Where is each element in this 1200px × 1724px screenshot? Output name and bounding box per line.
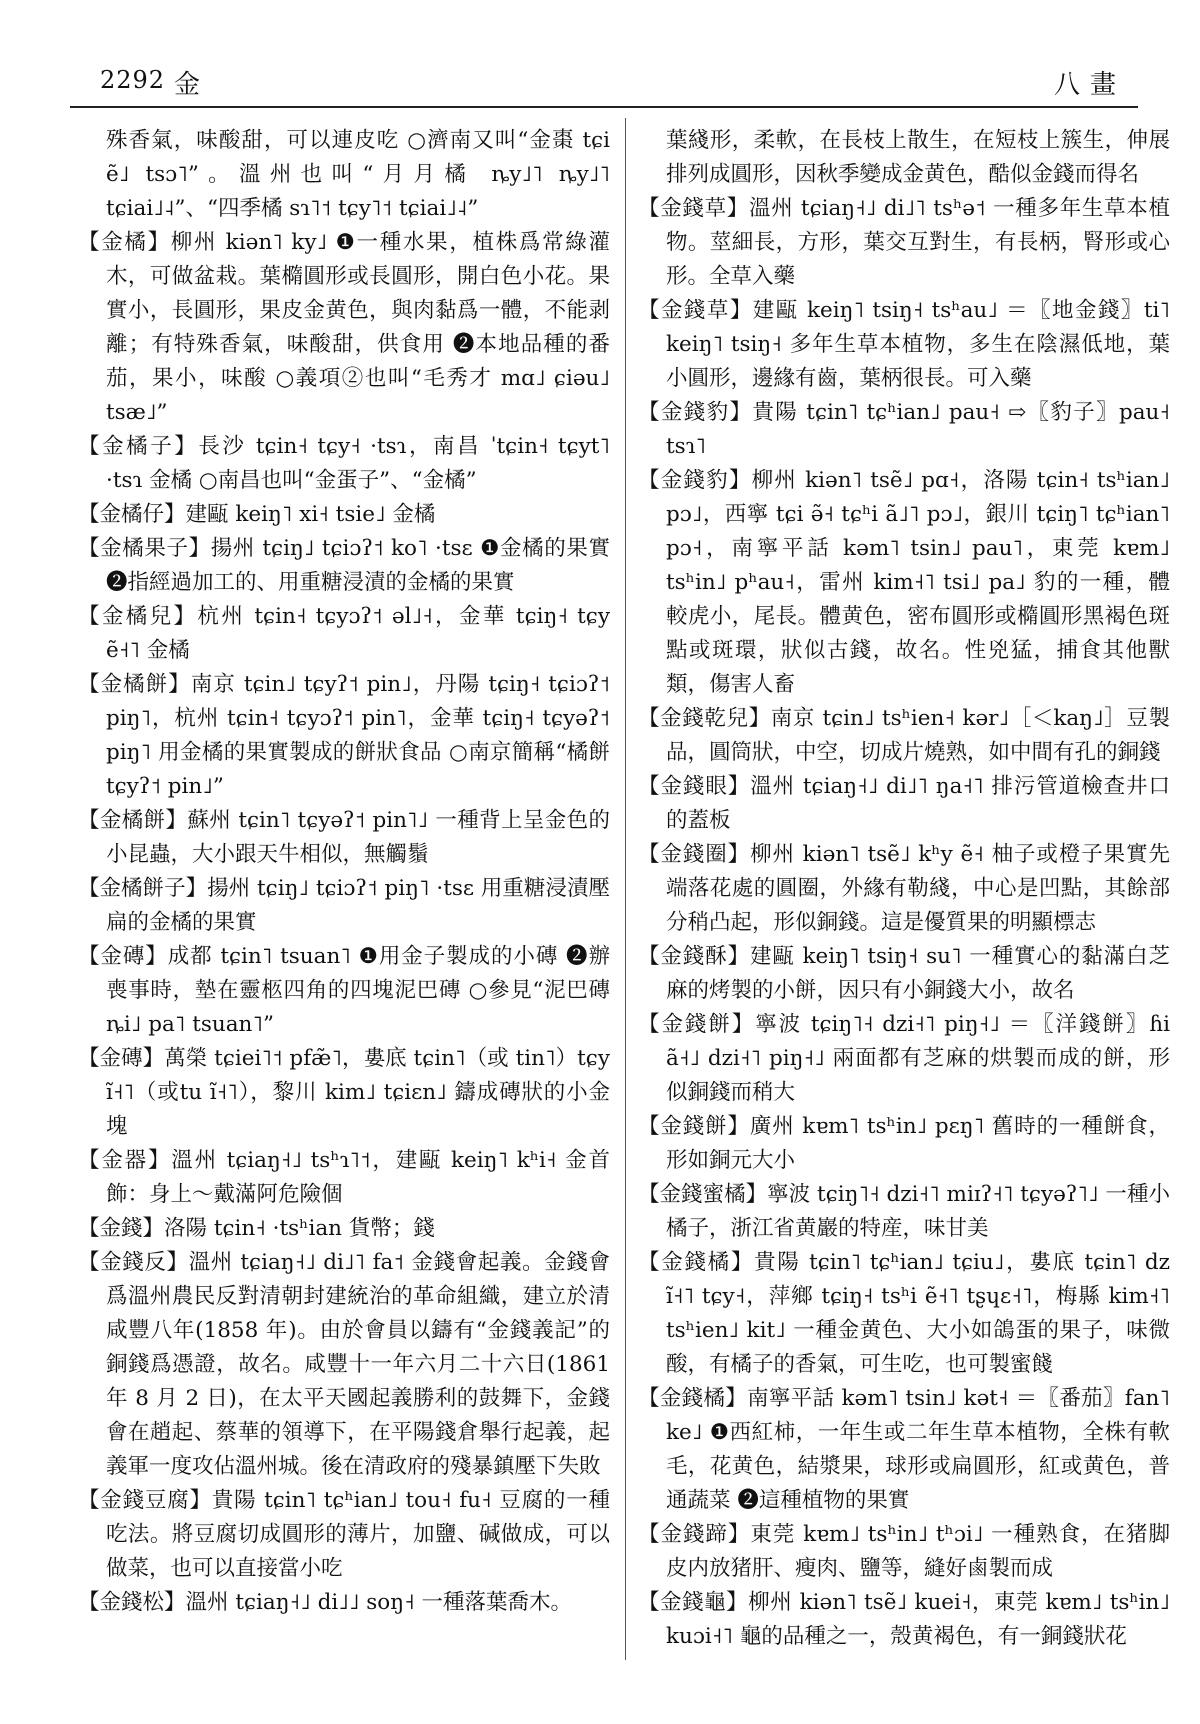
dictionary-entry: 【金橘兒】杭州 tɕin˧ tɕyɔʔ˦ əl˩˧，金華 tɕiŋ˧ tɕy ẽ˧˥ 金橘 [78,604,610,663]
stroke-section-label: 八畫 [1053,70,1126,100]
page-header [70,66,1136,104]
dictionary-entry: 【金錢圈】柳州 kiən˥ tsẽ˩ kʰy ẽ˧ 柚子或橙子果實先端落花處的圓圈，外緣有勒綫，中心是凹點，其餘部分稍凸起，形似銅錢。這是優質果的明顯標志 [638,842,1170,935]
dictionary-entry: 【金錢眼】溫州 tɕiaŋ˧˩ di˩˥ ŋa˧˥ 排污管道檢查井口的蓋板 [638,774,1170,833]
dictionary-entry: 【金錢反】溫州 tɕiaŋ˧˩ di˩˥ fa˦ 金錢會起義。金錢會爲溫州農民反對清朝封建統治的革命組織，建立於清咸豐八年(1858 年)。由於會員以鑄有“金錢義記”的銅錢爲憑證，故名。咸豐十一年六月二十六日(1861 年 8 月 2 日)，在太平天國起義勝利的鼓舞下，金錢會在趙起、蔡華的領導下，在平陽錢倉舉行起義，起義軍一度攻佔溫州城。後在清政府的殘暴鎮壓下失敗 [78,1250,610,1479]
dictionary-entry: 【金橘餅子】揚州 tɕiŋ˩ tɕiɔʔ˦ piŋ˥ ·tsɛ 用重糖浸漬壓扁的金橘的果實 [78,876,610,935]
dictionary-entry: 【金橘餅】南京 tɕin˩ tɕyʔ˦ pin˩，丹陽 tɕiŋ˧ tɕiɔʔ˦ piŋ˥，杭州 tɕin˧ tɕyɔʔ˦ pin˥，金華 tɕiŋ˧ tɕyəʔ˦ piŋ˥ 用金橘的果實製成的餅狀食品 ○南京簡稱“橘餅 tɕyʔ˦ pin˩” [78,672,610,799]
page-number: 2292 [100,66,166,94]
dictionary-entry: 【金錢餅】廣州 kɐm˥ tsʰin˩ pɛŋ˥ 舊時的一種餅食，形如銅元大小 [638,1114,1170,1173]
dictionary-entry: 【金錢】洛陽 tɕin˧ ·tsʰian 貨幣；錢 [78,1216,435,1241]
dictionary-entry: 【金橘】柳州 kiən˥ ky˩ ❶一種水果，植株爲常綠灌木，可做盆栽。葉橢圓形或長圓形，開白色小花。果實小，長圓形，果皮金黄色，與肉黏爲一體，不能剥離；有特殊香氣，味酸甜，供食用 ❷本地品種的番茄，果小，味酸 ○義項②也叫“毛秀才 mɑ˩ ɕiəu˩ tsæ˩” [78,230,610,425]
dictionary-entry: 【金器】溫州 tɕiaŋ˧˩ tsʰɿ˥˦，建甌 keiŋ˥ kʰi˧ 金首飾：身上～戴滿阿危險個 [78,1148,610,1207]
dictionary-entry: 【金錢草】溫州 tɕiaŋ˧˩ di˩˥ tsʰə˦ 一種多年生草本植物。莖細長，方形，葉交互對生，有長柄，腎形或心形。全草入藥 [638,196,1170,289]
header-rule [70,106,1138,108]
dictionary-entry: 【金錢豹】柳州 kiən˥ tsẽ˩ pɑ˧，洛陽 tɕin˧ tsʰian˩ pɔ˩，西寧 tɕi ə̃˧ tɕʰi ã˩˥ pɔ˩，銀川 tɕiŋ˥ tɕʰian˥ pɔ˧，南寧平話 kəm˥ tsin˩ pau˥，東莞 kɐm˩ tsʰin˩ pʰau˧，雷州 kim˧˥ tsi˩ pa˩ 豹的一種，體較虎小，尾長。體黄色，密布圓形或橢圓形黑褐色斑點或斑環，狀似古錢，故名。性兇猛，捕食其他獸類，傷害人畜 [638,468,1170,697]
dictionary-entry: 【金錢乾兒】南京 tɕin˩ tsʰien˧ kər˩［＜kaŋ˩］豆製品，圓筒狀，中空，切成片燒熟，如中間有孔的銅錢 [638,706,1170,765]
dictionary-entry: 【金橘餅】蘇州 tɕin˥ tɕyəʔ˦ pin˥˩ 一種背上呈金色的小昆蟲，大小跟天牛相似，無觸鬚 [78,808,610,867]
right-column [638,124,1170,1654]
dictionary-entry: 【金錢豆腐】貴陽 tɕin˥ tɕʰian˩ tou˧ fu˧ 豆腐的一種吃法。將豆腐切成圓形的薄片，加鹽、碱做成，可以做菜，也可以直接當小吃 [78,1488,610,1581]
dictionary-entry: 【金錢豹】貴陽 tɕin˥ tɕʰian˩ pau˧ ⇨〖豹子〗pau˧ tsɿ˥ [638,400,1170,459]
dictionary-entry: 【金錢餅】寧波 tɕiŋ˥˧ dzi˧˥ piŋ˧˩ ＝〖洋錢餅〗ɦi ã˧˩ dzi˧˥ piŋ˧˩ 兩面都有芝麻的烘製而成的餅，形似銅錢而稍大 [638,1012,1170,1105]
dictionary-entry: 【金錢草】建甌 keiŋ˥ tsiŋ˧ tsʰau˩ ＝〖地金錢〗ti˥ keiŋ˥ tsiŋ˧ 多年生草本植物，多生在陰濕低地，葉小圓形，邊緣有齒，葉柄很長。可入藥 [638,298,1170,391]
dictionary-entry: 【金磚】萬榮 tɕiei˥˦ pfæ̃˥，婁底 tɕin˥（或 tin˥）tɕy ĩ˧˥（或tu ĩ˧˥），黎川 kim˩ tɕiɛn˩ 鑄成磚狀的小金塊 [78,1046,610,1139]
dictionary-entry: 【金磚】成都 tɕin˥ tsuan˥ ❶用金子製成的小磚 ❷辦喪事時，墊在靈柩四角的四塊泥巴磚 ○參見“泥巴磚 ȵi˩ pa˥ tsuan˥” [78,944,610,1037]
dictionary-entry: 【金錢蜜橘】寧波 tɕiŋ˥˧ dzi˧˥ miɪʔ˧˥ tɕyəʔ˥˩ 一種小橘子，浙江省黄巖的特産，味甘美 [638,1182,1170,1241]
column-divider [625,118,626,1660]
dictionary-entry: 【金錢橘】南寧平話 kəm˥ tsin˩ kət˧ ＝〖番茄〗fan˥ ke˩ ❶西紅柿，一年生或二年生草本植物，全株有軟毛，花黄色，結漿果，球形或扁圓形，紅或黄色，普通蔬菜 ❷這種植物的果實 [638,1386,1170,1513]
left-column [78,124,610,1620]
dictionary-entry: 【金錢松】溫州 tɕiaŋ˧˩ di˩˩ soŋ˧ 一種落葉喬木。 [78,1590,573,1615]
dictionary-entry: 【金錢橘】貴陽 tɕin˥ tɕʰian˩ tɕiu˩，婁底 tɕin˥ dz ĩ˧˥ tɕy˧，萍鄉 tɕiŋ˧ tsʰi ẽ˧˥ tʂɥɛ˧˥，梅縣 kim˧˥ tsʰien˩ kit˩ 一種金黄色、大小如鴿蛋的果子，味微酸，有橘子的香氣，可生吃，也可製蜜餞 [638,1250,1170,1377]
dictionary-entry: 【金橘子】長沙 tɕin˧ tɕy˧ ·tsɿ，南昌 ˈtɕin˧ tɕyt˥ ·tsɿ 金橘 ○南昌也叫“金蛋子”、“金橘” [78,434,610,493]
dictionary-entry: 【金橘仔】建甌 keiŋ˥ xi˧ tsie˩ 金橘 [78,502,436,527]
dictionary-entry: 【金錢酥】建甌 keiŋ˥ tsiŋ˧ su˥ 一種實心的黏滿白芝麻的烤製的小餅，因只有小銅錢大小，故名 [638,944,1170,1003]
dictionary-entry: 【金錢龜】柳州 kiən˥ tsẽ˩ kuei˧，東莞 kɐm˩ tsʰin˩ kuɔi˧˥ 龜的品種之一，殼黄褐色，有一銅錢狀花 [638,1590,1170,1649]
entry-continuation: 葉綫形，柔軟，在長枝上散生，在短枝上簇生，伸展排列成圓形，因秋季變成金黄色，酷似金錢而得名 [666,128,1170,187]
dictionary-entry: 【金橘果子】揚州 tɕiŋ˩ tɕiɔʔ˦ ko˥ ·tsɛ ❶金橘的果實 ❷指經過加工的、用重糖浸漬的金橘的果實 [78,536,610,595]
dictionary-entry: 【金錢蹄】東莞 kɐm˩ tsʰin˩ tʰɔi˩ 一種熟食，在猪脚皮内放猪肝、瘦肉、鹽等，縫好鹵製而成 [638,1522,1170,1581]
head-character: 金 [174,70,201,100]
entry-continuation: 殊香氣，味酸甜，可以連皮吃 ○濟南又叫“金棗 tɕi ẽ˩ tsɔ˥”。溫州也叫“月月橘 ȵy˩˥ ȵy˩˥ tɕiai˩˨”、“四季橘 sɿ˥˦ tɕy˥˦ tɕiai˩˨” [106,128,610,221]
